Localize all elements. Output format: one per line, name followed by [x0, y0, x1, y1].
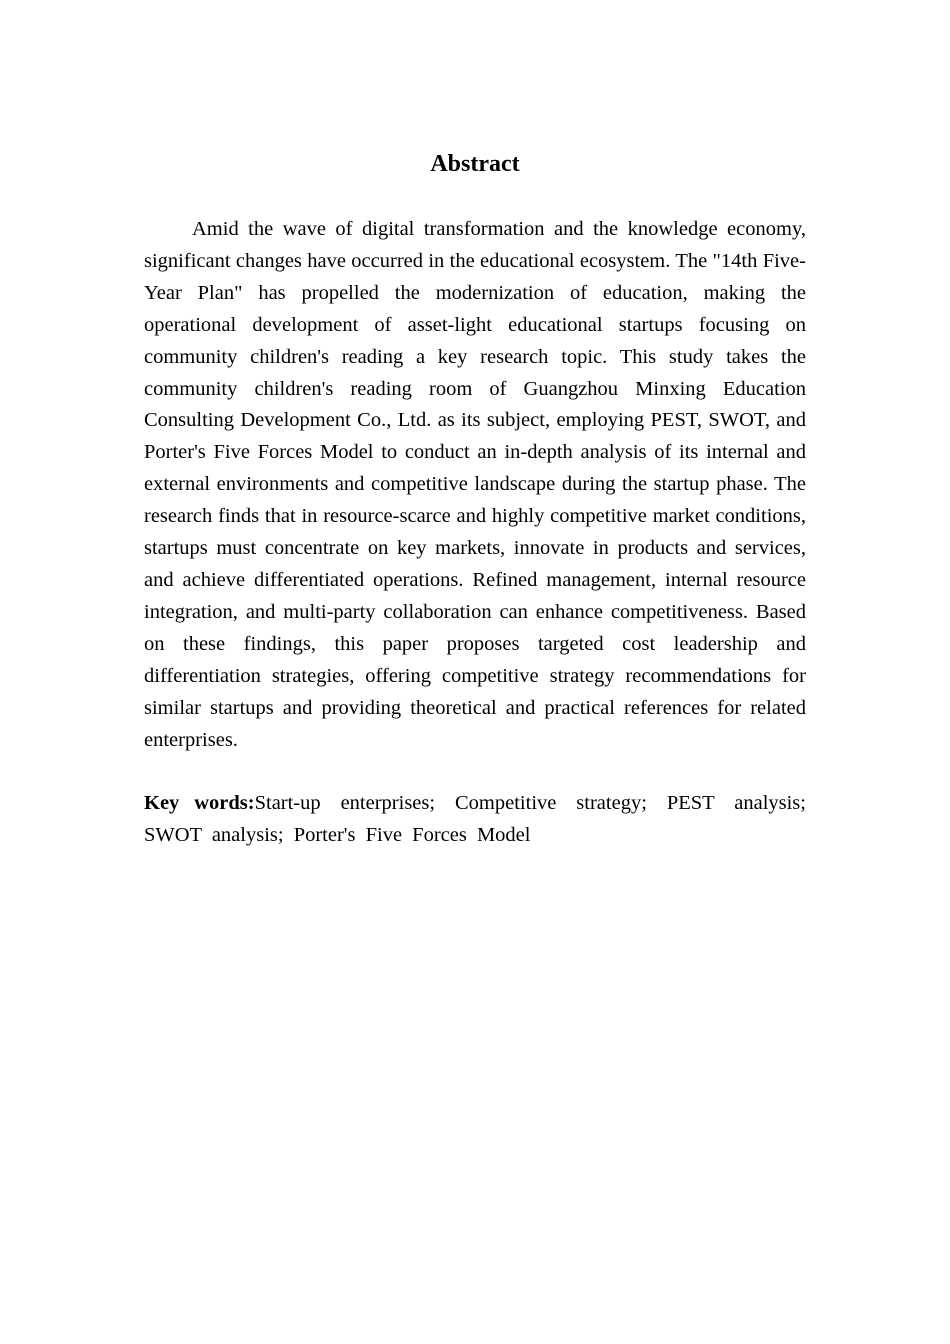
abstract-body: Amid the wave of digital transformation and the knowledge economy, significant changes have occurred in the educational ecosystem. The "14th Five-Year Plan" has propelled the modernization of education, making the operational development of asset-light educational startups focusing on community children's reading a key research topic. This study takes the community children's reading room of Guangzhou Minxing Education Consulting Development Co., Ltd. as its subject, employing PEST, SWOT, and Porter's Five Forces Model to conduct an in-depth analysis of its internal and external environments and competitive landscape during the startup phase. The research finds that in resource-scarce and highly competitive market conditions, startups must concentrate on key markets, innovate in products and services, and achieve differentiated operations. Refined management, internal resource integration, and multi-party collaboration can enhance competitiveness. Based on these findings, this paper proposes targeted cost leadership and differentiation strategies, offering competitive strategy recommendations for similar startups and providing theoretical and practical references for related enterprises.	[144, 218, 806, 751]
abstract-heading: Abstract	[430, 151, 520, 177]
keywords-paragraph	[144, 788, 806, 852]
keywords-label: Key words:	[144, 792, 255, 815]
keywords-list: Start-up enterprises; Competitive strategy; PEST analysis; SWOT analysis; Porter's Five Forces Model	[144, 792, 806, 847]
abstract-section	[144, 150, 806, 852]
